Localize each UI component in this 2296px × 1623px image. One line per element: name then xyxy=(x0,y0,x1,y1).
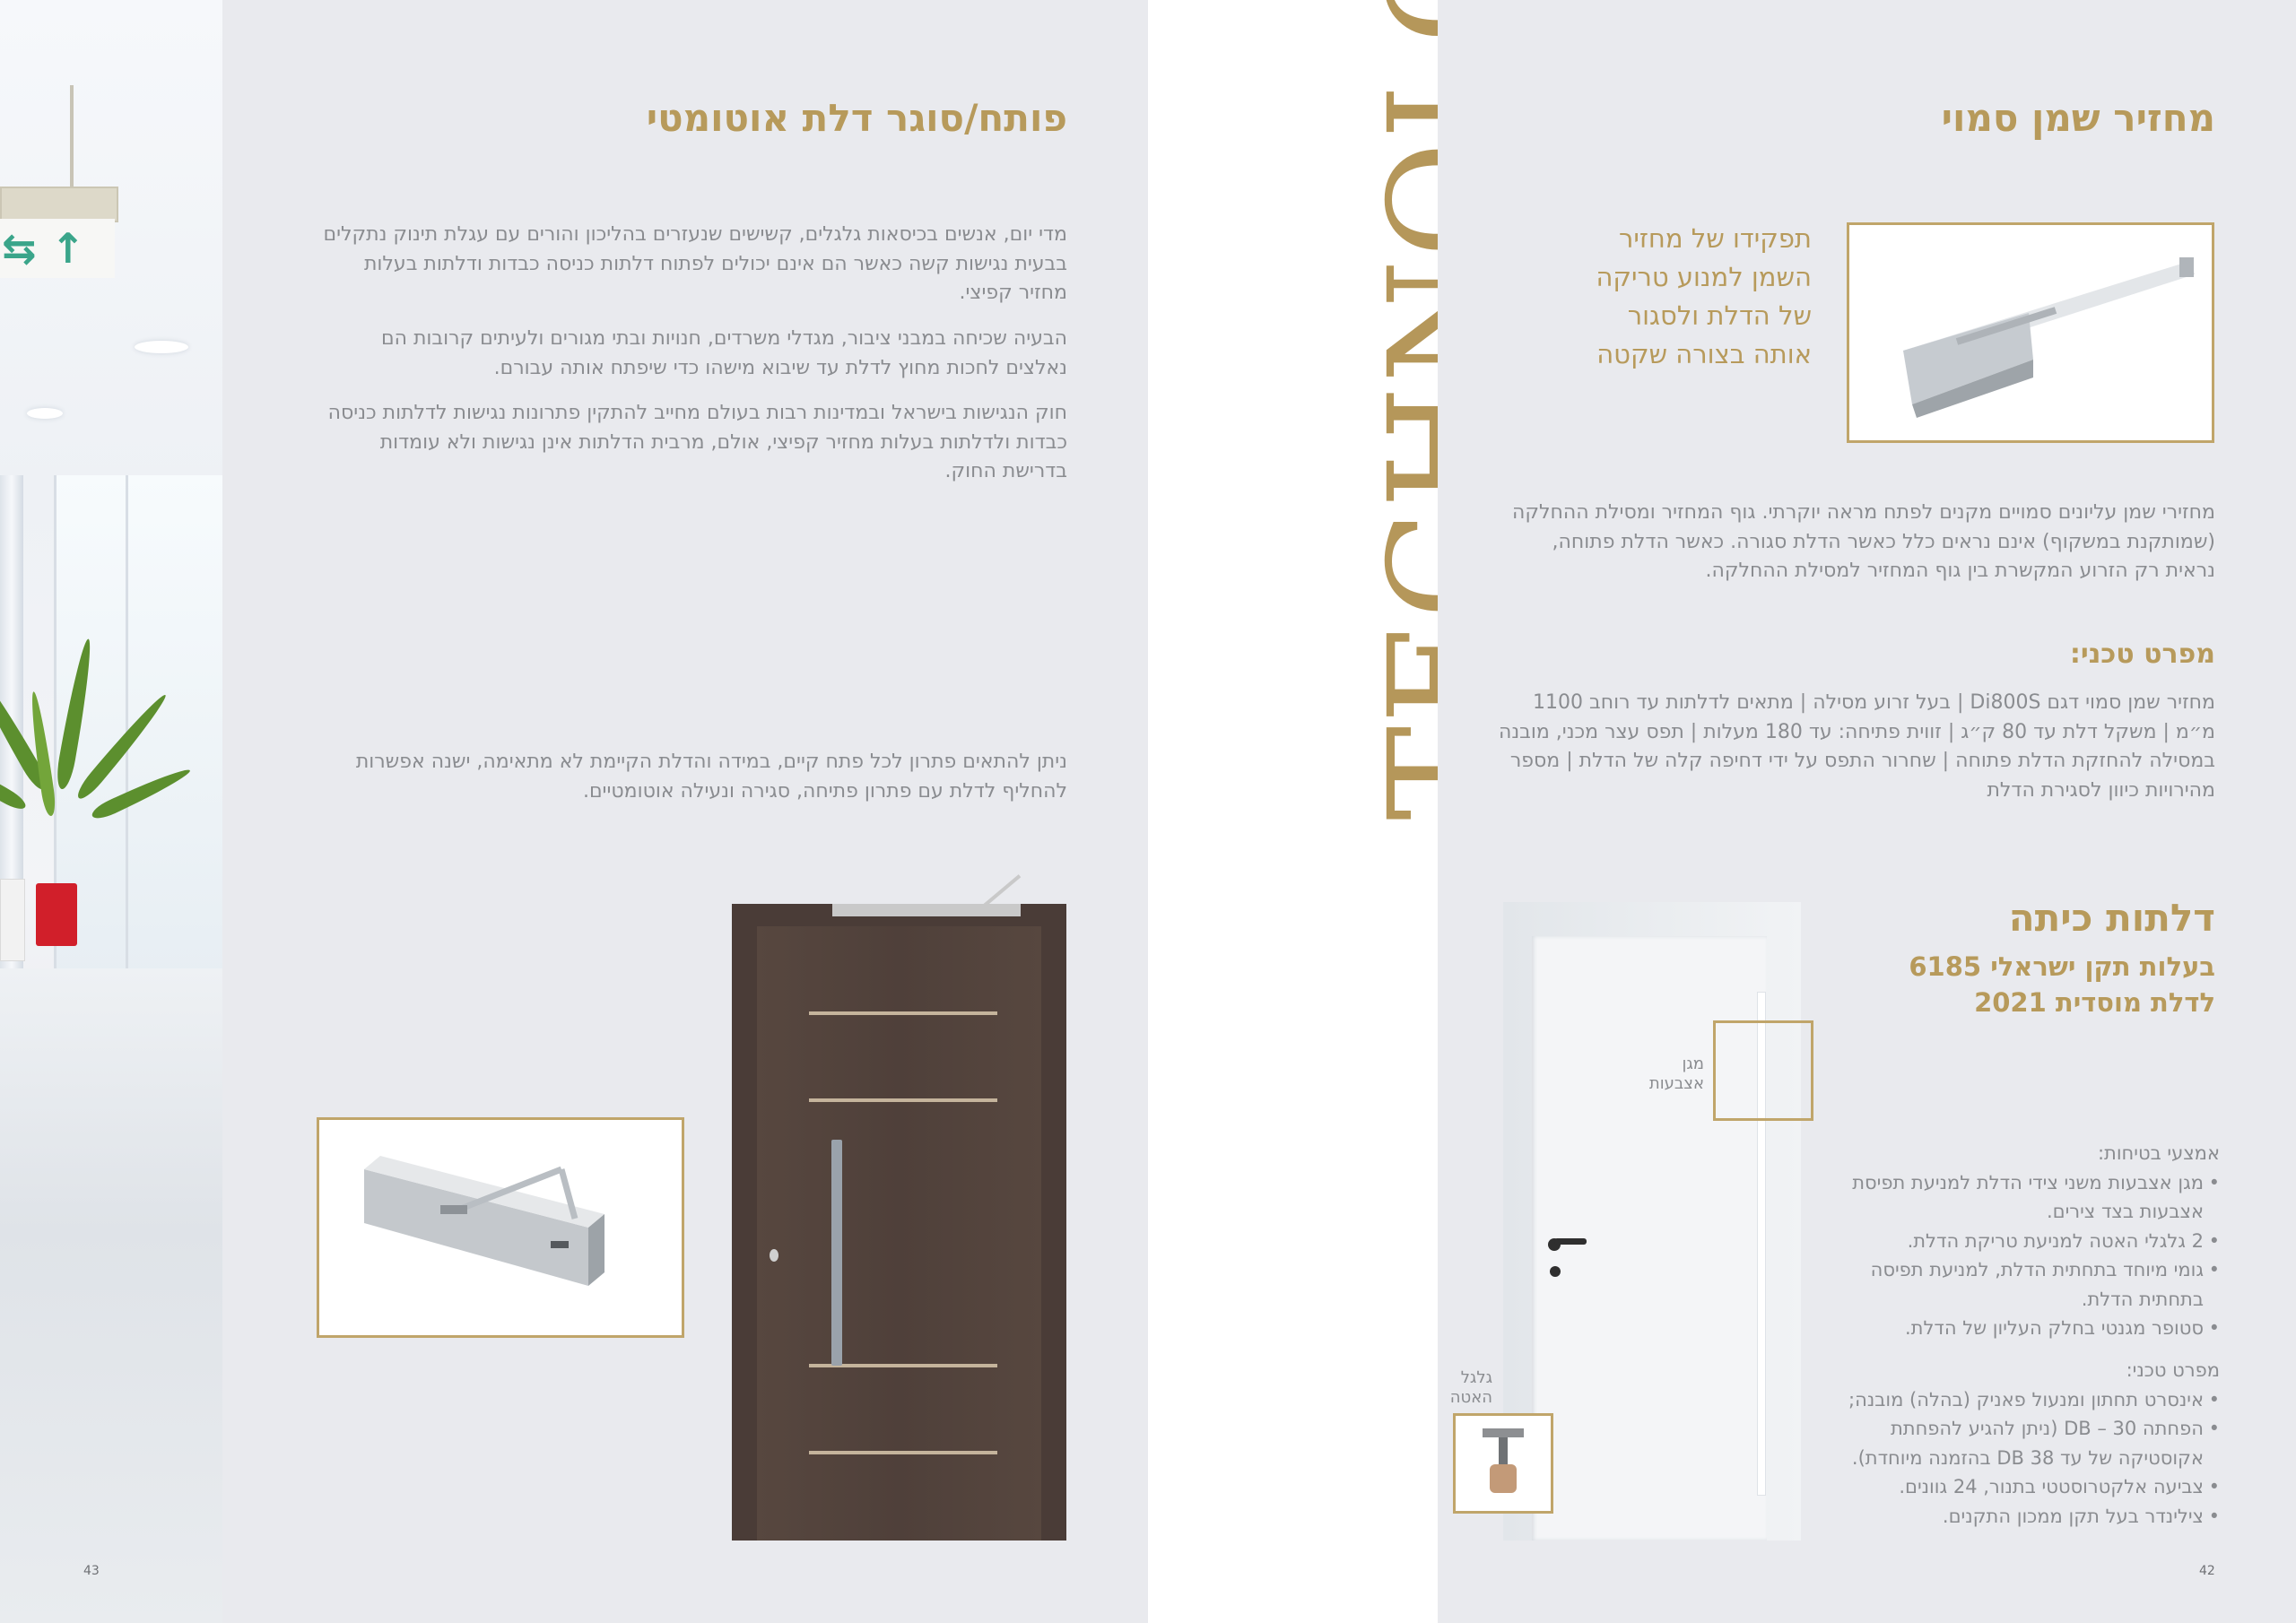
left-page-heading: פותח/סוגר דלת אוטומטי xyxy=(646,96,1067,140)
finger-guard-highlight xyxy=(1713,1020,1813,1121)
floor xyxy=(0,968,222,1623)
spec-item: • צילינדר בעל תקן ממכון התקנים. xyxy=(1821,1502,2220,1532)
finger-guard-label xyxy=(1614,1055,1704,1094)
standard-line-2: לדלת מוסדית 2021 xyxy=(1974,987,2215,1018)
door-closer xyxy=(832,904,1021,916)
safety-block xyxy=(1821,1139,2220,1343)
slowdown-wheel-label-line-1: גלגל xyxy=(1460,1368,1492,1387)
classroom-spec-title: מפרט טכני: xyxy=(2126,1359,2220,1381)
page-number-right: 42 xyxy=(2199,1564,2215,1578)
exit-sign-icon: ⇆ ↑ xyxy=(0,219,115,278)
entry-door-image xyxy=(732,904,1066,1541)
standard-line-1: בעלות תקן ישראלי 6185 xyxy=(1909,951,2215,982)
door-operator-image xyxy=(317,1117,684,1338)
door-leaf xyxy=(757,926,1041,1541)
slowdown-wheel-icon xyxy=(1456,1416,1551,1511)
closer-spec: מחזיר שמן סמוי דגם Di800S | בעל זרוע מסילה | מתאים לדלתות עד רוחב 1100 מ״מ | משקל דלת עד 80 ק״ג | זווית פתיחה: עד 180 מעלות | תפס עצר מכני, מובנה במסילה להחזקת הדלת פתוחה | שחרור התפס על ידי דחיפה קלה של הדלת | מספר מהירויות כיוון לסגירת הדלת xyxy=(1498,691,2215,802)
ceiling-light xyxy=(135,341,188,353)
lobby-photo xyxy=(0,0,222,1623)
finger-guard-label-line-2: אצבעות xyxy=(1648,1074,1704,1093)
finger-guard-label-line-1: מגן xyxy=(1682,1055,1704,1073)
classroom-heading: דלתות כיתה xyxy=(2008,896,2215,940)
spec-item: • אינסרט תחתון ומנעול פאניק (בהלה) מובנה; xyxy=(1821,1385,2220,1415)
closer-callout: תפקידו של מחזיר השמן למנוע טריקה של הדלת ולסגור אותה בצורה שקטה xyxy=(1596,223,1812,369)
exit-sign-rod xyxy=(70,85,74,188)
spec-item: • הפחתה DB – 30 (ניתן להגיע להפחתת אקוסטיקה של עד DB 38 בהזמנה מיוחדת). xyxy=(1821,1414,2220,1472)
door-lock-icon xyxy=(770,1249,778,1262)
page-number-left: 43 xyxy=(83,1564,100,1578)
safety-item: • סטופר מגנטי בחלק העליון של הדלת. xyxy=(1821,1314,2220,1343)
slowdown-wheel-label-line-2: האטה xyxy=(1449,1388,1492,1407)
classroom-subheading xyxy=(1794,949,2215,1020)
left-note: ניתן להתאים פתרון לכל פתח קיים, במידה והדלת הקיימת לא מתאימה, ישנה אפשרות להחליף לדלת עם פתרון פתיחה, סגירה ונעילה אוטומטיים. xyxy=(355,751,1067,803)
safety-list xyxy=(1821,1168,2220,1343)
safety-title: אמצעי בטיחות: xyxy=(2097,1142,2220,1164)
plant xyxy=(0,619,135,906)
classroom-spec-list xyxy=(1821,1385,2220,1532)
classroom-spec-block xyxy=(1821,1356,2220,1531)
safety-item: • מגן אצבעות משני צידי הדלת למניעת תפיסת אצבעות בצד צירים. xyxy=(1821,1168,2220,1227)
concealed-closer-image xyxy=(1847,222,2214,443)
spec-item: • צביעה אלקטרוסטטי בתנור, 24 גוונים. xyxy=(1821,1472,2220,1502)
concealed-closer-icon xyxy=(1849,225,2212,440)
left-paragraph-3: חוק הנגישות בישראל ובמדינות רבות בעולם מחייב להתקין פתרונות נגישות לדלתות כניסה כבדות ולדלתות בעלות מחזיר קפיצי, אולם, מרבית הדלתות אינן נגישות ולא עומדות בדרישת החוק. xyxy=(327,402,1067,482)
door-lever-handle xyxy=(1554,1238,1587,1245)
right-page-heading: מחזיר שמן סמוי xyxy=(1941,96,2215,140)
closer-intro: מחזירי שמן עליונים סמויים מקנים לפתח מראה יוקרתי. גוף המחזיר ומסילת ההחלקה (שמותקנת במשקוף) אינם נראים כלל כאשר הדלת סגורה. כאשר הדלת פתוחה, נראית רק הזרוע המקשרת בין גוף המחזיר למסילת ההחלקה. xyxy=(1512,501,2215,582)
door-pull-handle xyxy=(831,1140,842,1366)
red-bin xyxy=(36,883,77,946)
spec-heading: מפרט טכני: xyxy=(2069,638,2215,670)
plant-pot xyxy=(0,879,25,961)
slowdown-wheel-label xyxy=(1399,1368,1492,1408)
left-paragraph-2: הבעיה שכיחה במבני ציבור, מגדלי משרדים, חנויות ובתי מגורים ולעיתים קרובות הם נאלצים לחכות מחוץ לדלת עד שיבוא מישהו כדי שיפתח אותה עבורם. xyxy=(381,327,1067,379)
door-operator-icon xyxy=(319,1120,682,1335)
exit-sign-bar xyxy=(0,187,118,222)
door-cylinder xyxy=(1550,1266,1561,1277)
left-paragraph-1: מדי יום, אנשים בכיסאות גלגלים, קשישים שנעזרים בהליכון והורים עם עגלת תינוק נתקלים בבעית נגישות קשה כאשר הם אינם יכולים לפתוח דלתות כניסה כבדות ודלתות בעלות מחזיר קפיצי. xyxy=(323,223,1067,304)
safety-item: • גומי מיוחד בתחתית הדלת, למניעת תפיסה בתחתית הדלת. xyxy=(1821,1255,2220,1314)
ceiling-light xyxy=(27,408,63,419)
slowdown-wheel-image xyxy=(1453,1413,1553,1514)
safety-item: • 2 גלגלי האטה למניעת טריקת הדלת. xyxy=(1821,1227,2220,1256)
